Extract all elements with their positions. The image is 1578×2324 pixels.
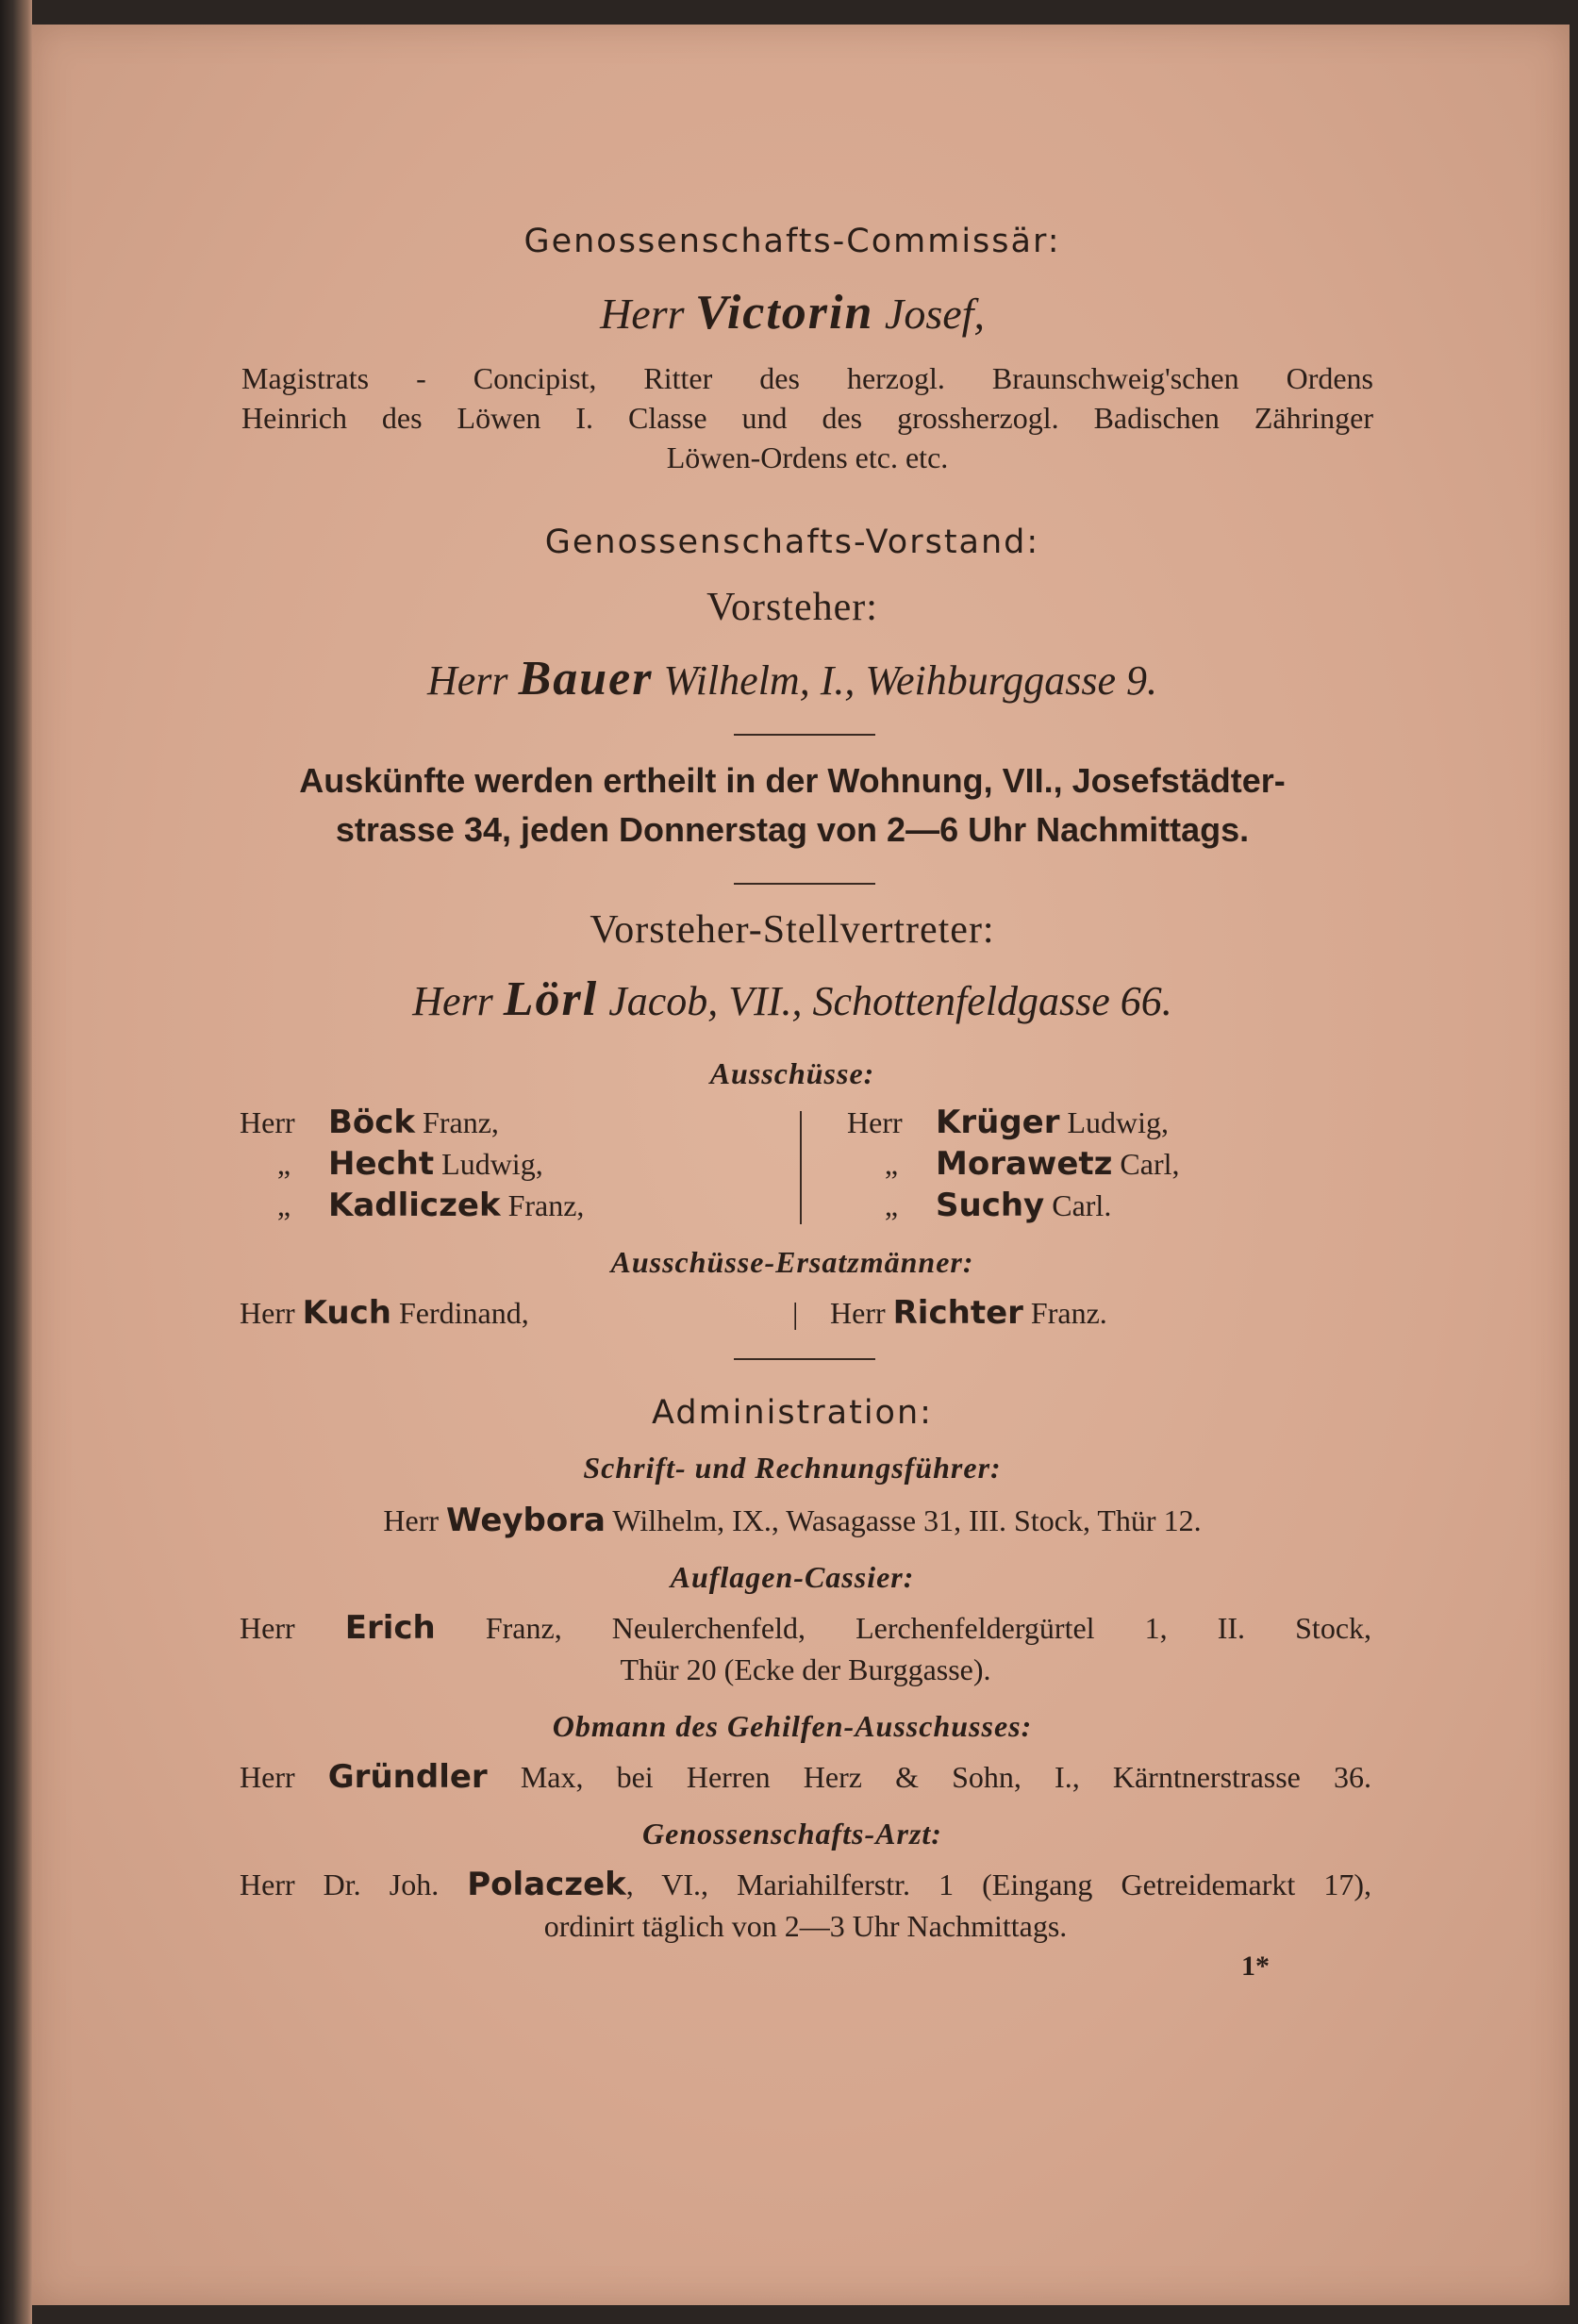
list-item	[847, 1185, 1375, 1226]
auskunft-line-2: strasse 34, jeden Donnerstag von 2—6 Uhr Nachmittags.	[335, 810, 1250, 849]
divider	[734, 734, 875, 736]
cassier-line-1	[240, 1607, 1371, 1649]
ausschuesse-right-list	[847, 1102, 1375, 1226]
member-surname: Polaczek	[467, 1866, 626, 1903]
member-given-name: Carl.	[1052, 1188, 1112, 1222]
book-spine	[0, 0, 32, 2324]
ausschuesse-heading: Ausschüsse:	[709, 1056, 875, 1090]
member-given-name: Franz,	[423, 1105, 499, 1139]
vorsteher-surname: Bauer	[518, 652, 654, 706]
member-given-name: Ferdinand,	[398, 1296, 529, 1330]
member-prefix: „	[276, 1188, 291, 1222]
member-surname: Hecht	[328, 1145, 435, 1183]
commissaer-given-name: Josef,	[884, 290, 985, 338]
list-item	[847, 1143, 1375, 1185]
stellvertreter-surname: Lörl	[503, 972, 599, 1026]
ausschuesse-left-list	[240, 1102, 768, 1226]
commissaer-titles	[241, 358, 1373, 477]
schrift-entry	[209, 1500, 1375, 1541]
commissaer-title-line-1: Magistrats - Concipist, Ritter des herzogl. Braunschweig'schen Ordens	[241, 361, 1373, 395]
commissaer-surname: Victorin	[695, 286, 874, 340]
member-given-name: Carl,	[1120, 1147, 1180, 1181]
ersatz-separator: |	[792, 1296, 799, 1330]
cassier-entry	[240, 1607, 1371, 1690]
list-item	[240, 1102, 768, 1143]
section-heading-administration: Administration:	[652, 1394, 933, 1432]
member-address: Franz, Neulerchenfeld, Lerchenfeldergürtel 1, II. Stock,	[485, 1611, 1372, 1645]
member-given-name: Franz.	[1030, 1296, 1107, 1330]
member-surname: Gründler	[327, 1758, 488, 1796]
section-heading-vorstand: Genossenschafts-Vorstand:	[544, 523, 1040, 561]
member-address: Wilhelm, IX., Wasagasse 31, III. Stock, Thür 12.	[612, 1503, 1202, 1537]
divider	[734, 883, 875, 885]
cassier-heading: Auflagen-Cassier:	[670, 1560, 915, 1594]
ersatz-heading: Ausschüsse-Ersatzmänner:	[610, 1245, 974, 1279]
member-surname: Krüger	[936, 1104, 1060, 1141]
divider	[734, 1358, 875, 1360]
member-prefix: Herr	[847, 1105, 903, 1139]
vorsteher-details: Wilhelm, I., Weihburggasse 9.	[663, 657, 1157, 704]
member-given-name: Ludwig,	[1067, 1105, 1170, 1139]
commissaer-title-line-3: Löwen-Ordens etc. etc.	[666, 440, 949, 474]
member-surname: Suchy	[936, 1187, 1045, 1224]
member-prefix: Herr	[830, 1296, 886, 1330]
member-prefix: „	[884, 1147, 899, 1181]
ersatz-row-right	[830, 1292, 1358, 1334]
member-address: Max, bei Herren Herz & Sohn, I., Kärntnerstrasse 36.	[520, 1760, 1372, 1794]
herr-label: Herr	[600, 290, 685, 338]
list-item	[240, 1185, 768, 1226]
member-prefix: Herr	[240, 1611, 295, 1645]
member-surname: Morawetz	[936, 1145, 1113, 1183]
vorsteher-name-line	[209, 651, 1375, 706]
member-surname: Kadliczek	[328, 1187, 501, 1224]
auskunft-line-1: Auskünfte werden ertheilt in der Wohnung, VII., Josefstädter-	[299, 761, 1286, 800]
member-prefix: „	[884, 1188, 899, 1222]
member-given-name: Ludwig,	[441, 1147, 543, 1181]
member-prefix: Herr Dr. Joh.	[240, 1868, 440, 1901]
member-surname: Weybora	[446, 1502, 606, 1539]
commissaer-name-line	[209, 285, 1375, 340]
member-given-name: Franz,	[507, 1188, 585, 1222]
vorsteher-label: Vorsteher:	[706, 586, 878, 629]
member-prefix: Herr	[383, 1503, 440, 1537]
auskunft-notice	[209, 756, 1375, 855]
section-heading-commissaer: Genossenschafts-Commissär:	[523, 223, 1061, 260]
cassier-line-2: Thür 20 (Ecke der Burggasse).	[620, 1652, 991, 1686]
member-prefix: Herr	[240, 1760, 295, 1794]
page-number: 1*	[1241, 1950, 1270, 1982]
schrift-heading: Schrift- und Rechnungsführer:	[583, 1451, 1002, 1485]
list-item	[240, 1143, 768, 1185]
commissaer-title-line-2: Heinrich des Löwen I. Classe und des grossherzogl. Badischen Zähringer	[241, 401, 1373, 435]
member-prefix: „	[276, 1147, 291, 1181]
arzt-line-1	[240, 1864, 1371, 1905]
obmann-heading: Obmann des Gehilfen-Ausschusses:	[552, 1709, 1033, 1743]
obmann-entry	[240, 1756, 1371, 1798]
herr-label: Herr	[427, 657, 508, 704]
stellvertreter-label: Vorsteher-Stellvertreter:	[590, 908, 995, 952]
member-prefix: Herr	[240, 1105, 295, 1139]
member-surname: Böck	[328, 1104, 416, 1141]
arzt-entry	[240, 1864, 1371, 1947]
member-surname: Erich	[344, 1609, 436, 1647]
member-address: , VI., Mariahilferstr. 1 (Eingang Getreidemarkt 17),	[625, 1868, 1372, 1901]
column-divider	[800, 1111, 802, 1224]
arzt-line-2: ordinirt täglich von 2—3 Uhr Nachmittags.	[543, 1909, 1068, 1943]
stellvertreter-details: Jacob, VII., Schottenfeldgasse 66.	[608, 978, 1172, 1024]
stellvertreter-name-line	[209, 971, 1375, 1027]
herr-label: Herr	[412, 978, 493, 1024]
member-prefix: Herr	[240, 1296, 295, 1330]
arzt-heading: Genossenschafts-Arzt:	[642, 1817, 942, 1851]
list-item	[847, 1102, 1375, 1143]
member-surname: Kuch	[302, 1294, 391, 1332]
member-surname: Richter	[892, 1294, 1023, 1332]
